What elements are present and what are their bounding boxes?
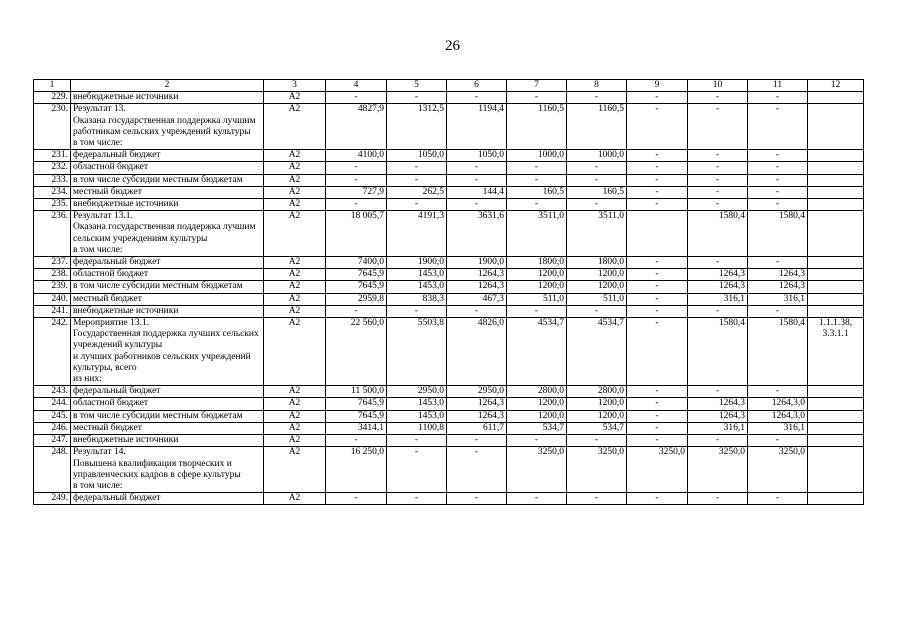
value-cell: - [627, 281, 688, 293]
value-cell: - [627, 104, 688, 150]
value-cell: 1580,4 [688, 318, 748, 386]
row-number: 236. [34, 211, 71, 257]
value-cell: - [326, 493, 387, 505]
value-cell: 316,1 [688, 422, 748, 434]
value-cell: - [387, 435, 447, 447]
value-cell: - [688, 386, 748, 398]
value-cell: - [447, 162, 507, 174]
value-cell: 1264,3 [688, 398, 748, 410]
value-cell: 144,4 [447, 186, 507, 198]
value-cell: 511,0 [567, 293, 627, 305]
value-cell: 1160,5 [567, 104, 627, 150]
value-cell: - [688, 186, 748, 198]
value-cell: 1000,0 [567, 150, 627, 162]
row-number: 238. [34, 269, 71, 281]
value-cell: 511,0 [507, 293, 567, 305]
value-cell: - [326, 174, 387, 186]
value-cell: 1900,0 [387, 257, 447, 269]
value-cell: 11 500,0 [326, 386, 387, 398]
value-cell: 1264,3 [447, 398, 507, 410]
value-cell: - [627, 150, 688, 162]
reference-cell [808, 422, 864, 434]
value-cell: 1050,0 [447, 150, 507, 162]
row-number: 245. [34, 410, 71, 422]
value-cell: 2950,0 [387, 386, 447, 398]
row-code: А2 [264, 447, 326, 493]
column-header: 5 [387, 80, 447, 92]
table-row [34, 269, 864, 281]
value-cell: - [688, 257, 748, 269]
value-cell: - [326, 162, 387, 174]
value-cell: - [627, 305, 688, 317]
value-cell: - [326, 92, 387, 104]
reference-cell [808, 186, 864, 198]
reference-cell [808, 435, 864, 447]
value-cell: 1580,4 [688, 211, 748, 257]
value-cell: - [627, 199, 688, 211]
column-header: 9 [627, 80, 688, 92]
value-cell: 1200,0 [567, 269, 627, 281]
value-cell: - [507, 92, 567, 104]
table-row [34, 174, 864, 186]
value-cell: - [447, 92, 507, 104]
reference-cell [808, 281, 864, 293]
row-code: А2 [264, 104, 326, 150]
value-cell: - [507, 305, 567, 317]
value-cell: - [688, 174, 748, 186]
budget-table [33, 79, 864, 505]
row-code: А2 [264, 92, 326, 104]
value-cell: - [387, 199, 447, 211]
value-cell: - [627, 174, 688, 186]
value-cell: 1453,0 [387, 269, 447, 281]
value-cell: 534,7 [567, 422, 627, 434]
value-cell: 2950,0 [447, 386, 507, 398]
row-number: 237. [34, 257, 71, 269]
value-cell: 18 005,7 [326, 211, 387, 257]
row-number: 239. [34, 281, 71, 293]
value-cell: 1800,0 [567, 257, 627, 269]
value-cell: - [627, 293, 688, 305]
reference-cell [808, 174, 864, 186]
value-cell: - [447, 174, 507, 186]
value-cell: 1200,0 [507, 398, 567, 410]
row-code: А2 [264, 293, 326, 305]
value-cell: 1264,3,0 [748, 410, 808, 422]
value-cell: 22 560,0 [326, 318, 387, 386]
row-name: внебюджетные источники [71, 435, 264, 447]
row-number: 241. [34, 305, 71, 317]
value-cell: 160,5 [507, 186, 567, 198]
column-header: 3 [264, 80, 326, 92]
value-cell: 1453,0 [387, 398, 447, 410]
value-cell: 7645,9 [326, 269, 387, 281]
value-cell: 3414,1 [326, 422, 387, 434]
value-cell: - [447, 305, 507, 317]
value-cell: 2800,0 [507, 386, 567, 398]
table-row [34, 305, 864, 317]
value-cell: - [447, 435, 507, 447]
reference-cell [808, 386, 864, 398]
row-name: местный бюджет [71, 422, 264, 434]
value-cell: 2959,8 [326, 293, 387, 305]
value-cell: 3511,0 [507, 211, 567, 257]
page-number: 26 [445, 38, 460, 54]
value-cell: - [627, 186, 688, 198]
value-cell: 7400,0 [326, 257, 387, 269]
value-cell: - [748, 305, 808, 317]
value-cell: - [748, 493, 808, 505]
value-cell: - [748, 162, 808, 174]
row-code: А2 [264, 410, 326, 422]
value-cell: - [326, 435, 387, 447]
value-cell: - [507, 199, 567, 211]
column-header: 4 [326, 80, 387, 92]
value-cell: - [627, 435, 688, 447]
value-cell: 1000,0 [507, 150, 567, 162]
row-name: Мероприятие 13.1. Государственная поддержка лучших сельских учреждений культуры и лучших работников сельских учреждений культуры, всего из них: [71, 318, 264, 386]
row-name: областной бюджет [71, 398, 264, 410]
value-cell: 1050,0 [387, 150, 447, 162]
value-cell: 3250,0 [688, 447, 748, 493]
value-cell: - [387, 493, 447, 505]
reference-cell: 1.1.1.38, 3.3.1.1 [808, 318, 864, 386]
value-cell: - [507, 162, 567, 174]
value-cell: 316,1 [688, 293, 748, 305]
reference-cell [808, 257, 864, 269]
value-cell: 3631,6 [447, 211, 507, 257]
value-cell: - [627, 493, 688, 505]
table-row [34, 162, 864, 174]
row-code: А2 [264, 305, 326, 317]
column-header: 1 [34, 80, 71, 92]
row-code: А2 [264, 199, 326, 211]
value-cell: - [748, 174, 808, 186]
value-cell: 1200,0 [567, 398, 627, 410]
value-cell: 1453,0 [387, 281, 447, 293]
reference-cell [808, 162, 864, 174]
value-cell: - [627, 269, 688, 281]
row-number: 248. [34, 447, 71, 493]
value-cell: 3511,0 [567, 211, 627, 257]
table-row [34, 398, 864, 410]
value-cell: - [688, 199, 748, 211]
reference-cell [808, 493, 864, 505]
row-name: федеральный бюджет [71, 257, 264, 269]
table-row [34, 422, 864, 434]
value-cell: - [748, 150, 808, 162]
value-cell: - [748, 104, 808, 150]
row-code: А2 [264, 150, 326, 162]
value-cell: - [507, 493, 567, 505]
value-cell: - [567, 435, 627, 447]
value-cell: - [387, 174, 447, 186]
value-cell: 1312,5 [387, 104, 447, 150]
value-cell: 727,9 [326, 186, 387, 198]
value-cell: - [688, 435, 748, 447]
row-number: 233. [34, 174, 71, 186]
table-row [34, 150, 864, 162]
value-cell: 4100,0 [326, 150, 387, 162]
row-code: А2 [264, 318, 326, 386]
value-cell: 1264,3 [447, 410, 507, 422]
reference-cell [808, 447, 864, 493]
value-cell: - [567, 199, 627, 211]
value-cell: - [326, 199, 387, 211]
value-cell: 3250,0 [567, 447, 627, 493]
value-cell: 611,7 [447, 422, 507, 434]
table-row [34, 92, 864, 104]
row-code: А2 [264, 162, 326, 174]
table-row [34, 410, 864, 422]
row-number: 235. [34, 199, 71, 211]
table-row [34, 493, 864, 505]
table-row [34, 318, 864, 386]
value-cell: 1100,8 [387, 422, 447, 434]
value-cell: - [567, 162, 627, 174]
row-number: 243. [34, 386, 71, 398]
row-number: 247. [34, 435, 71, 447]
value-cell: 3250,0 [627, 447, 688, 493]
row-name: в том числе субсидии местным бюджетам [71, 281, 264, 293]
value-cell: 3250,0 [507, 447, 567, 493]
table-row [34, 104, 864, 150]
value-cell: 1264,3 [447, 269, 507, 281]
row-number: 240. [34, 293, 71, 305]
table-row [34, 186, 864, 198]
value-cell: - [688, 104, 748, 150]
row-number: 249. [34, 493, 71, 505]
row-name: местный бюджет [71, 186, 264, 198]
value-cell: - [507, 174, 567, 186]
column-header: 7 [507, 80, 567, 92]
value-cell: 1264,3 [447, 281, 507, 293]
row-code: А2 [264, 257, 326, 269]
row-name: внебюджетные источники [71, 92, 264, 104]
row-name: федеральный бюджет [71, 150, 264, 162]
value-cell: - [748, 435, 808, 447]
row-name: внебюджетные источники [71, 199, 264, 211]
value-cell: - [567, 92, 627, 104]
table-row [34, 293, 864, 305]
value-cell: 4191,3 [387, 211, 447, 257]
value-cell: - [627, 422, 688, 434]
value-cell: 1264,3 [688, 269, 748, 281]
value-cell: - [387, 162, 447, 174]
value-cell: 1580,4 [748, 211, 808, 257]
value-cell: 1194,4 [447, 104, 507, 150]
row-number: 234. [34, 186, 71, 198]
row-name: Результат 13. Оказана государственная поддержка лучшим работникам сельских учреждений культуры в том числе: [71, 104, 264, 150]
row-name: местный бюджет [71, 293, 264, 305]
value-cell: - [627, 257, 688, 269]
value-cell: - [447, 199, 507, 211]
table-row [34, 281, 864, 293]
value-cell: 3250,0 [748, 447, 808, 493]
value-cell: 1200,0 [567, 410, 627, 422]
row-code: А2 [264, 211, 326, 257]
column-header: 12 [808, 80, 864, 92]
value-cell: - [326, 305, 387, 317]
row-number: 232. [34, 162, 71, 174]
header-row [34, 80, 864, 92]
value-cell: 4827,9 [326, 104, 387, 150]
value-cell: 7645,9 [326, 410, 387, 422]
row-code: А2 [264, 422, 326, 434]
value-cell: - [567, 174, 627, 186]
value-cell [627, 211, 688, 257]
reference-cell [808, 199, 864, 211]
value-cell: 4534,7 [507, 318, 567, 386]
value-cell: - [387, 447, 447, 493]
value-cell: - [748, 199, 808, 211]
value-cell: 262,5 [387, 186, 447, 198]
value-cell: 7645,9 [326, 398, 387, 410]
reference-cell [808, 104, 864, 150]
row-number: 246. [34, 422, 71, 434]
row-code: А2 [264, 269, 326, 281]
reference-cell [808, 305, 864, 317]
reference-cell [808, 150, 864, 162]
row-code: А2 [264, 493, 326, 505]
row-number: 242. [34, 318, 71, 386]
row-code: А2 [264, 281, 326, 293]
value-cell: 1200,0 [507, 410, 567, 422]
value-cell: - [567, 493, 627, 505]
column-header: 2 [71, 80, 264, 92]
value-cell: - [748, 92, 808, 104]
row-name: внебюджетные источники [71, 305, 264, 317]
table-row [34, 386, 864, 398]
table-body [34, 92, 864, 505]
value-cell: 838,3 [387, 293, 447, 305]
row-code: А2 [264, 174, 326, 186]
table-row [34, 435, 864, 447]
value-cell: - [567, 305, 627, 317]
value-cell: - [507, 435, 567, 447]
value-cell: 1580,4 [748, 318, 808, 386]
value-cell: 4534,7 [567, 318, 627, 386]
table-row [34, 257, 864, 269]
reference-cell [808, 269, 864, 281]
row-name: в том числе субсидии местным бюджетам [71, 174, 264, 186]
reference-cell [808, 398, 864, 410]
value-cell: - [688, 150, 748, 162]
value-cell: 16 250,0 [326, 447, 387, 493]
value-cell: 2800,0 [567, 386, 627, 398]
value-cell: 534,7 [507, 422, 567, 434]
reference-cell [808, 410, 864, 422]
value-cell: 1800,0 [507, 257, 567, 269]
row-number: 230. [34, 104, 71, 150]
row-number: 229. [34, 92, 71, 104]
value-cell: - [627, 92, 688, 104]
value-cell: - [688, 305, 748, 317]
value-cell: - [447, 493, 507, 505]
value-cell: 1160,5 [507, 104, 567, 150]
value-cell: 1200,0 [507, 269, 567, 281]
value-cell: - [688, 92, 748, 104]
row-code: А2 [264, 398, 326, 410]
reference-cell [808, 293, 864, 305]
value-cell: - [387, 305, 447, 317]
row-name: областной бюджет [71, 269, 264, 281]
row-name: Результат 13.1. Оказана государственная поддержка лучшим сельским учреждениям культуры в том числе: [71, 211, 264, 257]
value-cell: 1264,3 [688, 281, 748, 293]
row-name: в том числе субсидии местным бюджетам [71, 410, 264, 422]
value-cell: 5503,8 [387, 318, 447, 386]
table-row [34, 199, 864, 211]
value-cell: - [688, 162, 748, 174]
value-cell: 1200,0 [567, 281, 627, 293]
column-header: 6 [447, 80, 507, 92]
table-header [34, 80, 864, 92]
reference-cell [808, 211, 864, 257]
value-cell: - [748, 386, 808, 398]
value-cell: 316,1 [748, 422, 808, 434]
row-number: 244. [34, 398, 71, 410]
row-code: А2 [264, 186, 326, 198]
row-number: 231. [34, 150, 71, 162]
value-cell: 4826,0 [447, 318, 507, 386]
value-cell: 160,5 [567, 186, 627, 198]
table-row [34, 447, 864, 493]
value-cell: 1264,3,0 [748, 398, 808, 410]
value-cell: - [447, 447, 507, 493]
value-cell: - [748, 257, 808, 269]
value-cell: - [627, 318, 688, 386]
column-header: 10 [688, 80, 748, 92]
value-cell: 316,1 [748, 293, 808, 305]
value-cell: - [748, 186, 808, 198]
value-cell: - [627, 162, 688, 174]
value-cell: 1264,3 [688, 410, 748, 422]
value-cell: 467,3 [447, 293, 507, 305]
value-cell: 1264,3 [748, 281, 808, 293]
value-cell: 1264,3 [748, 269, 808, 281]
value-cell: - [627, 386, 688, 398]
value-cell: 1200,0 [507, 281, 567, 293]
value-cell: - [627, 410, 688, 422]
value-cell: - [688, 493, 748, 505]
column-header: 8 [567, 80, 627, 92]
row-name: областной бюджет [71, 162, 264, 174]
row-code: А2 [264, 435, 326, 447]
column-header: 11 [748, 80, 808, 92]
row-code: А2 [264, 386, 326, 398]
value-cell: - [387, 92, 447, 104]
value-cell: - [627, 398, 688, 410]
value-cell: 1453,0 [387, 410, 447, 422]
reference-cell [808, 92, 864, 104]
row-name: федеральный бюджет [71, 386, 264, 398]
value-cell: 1900,0 [447, 257, 507, 269]
value-cell: 7645,9 [326, 281, 387, 293]
table-row [34, 211, 864, 257]
row-name: федеральный бюджет [71, 493, 264, 505]
row-name: Результат 14. Повышена квалификация творческих и управленческих кадров в сфере культуры в том числе: [71, 447, 264, 493]
